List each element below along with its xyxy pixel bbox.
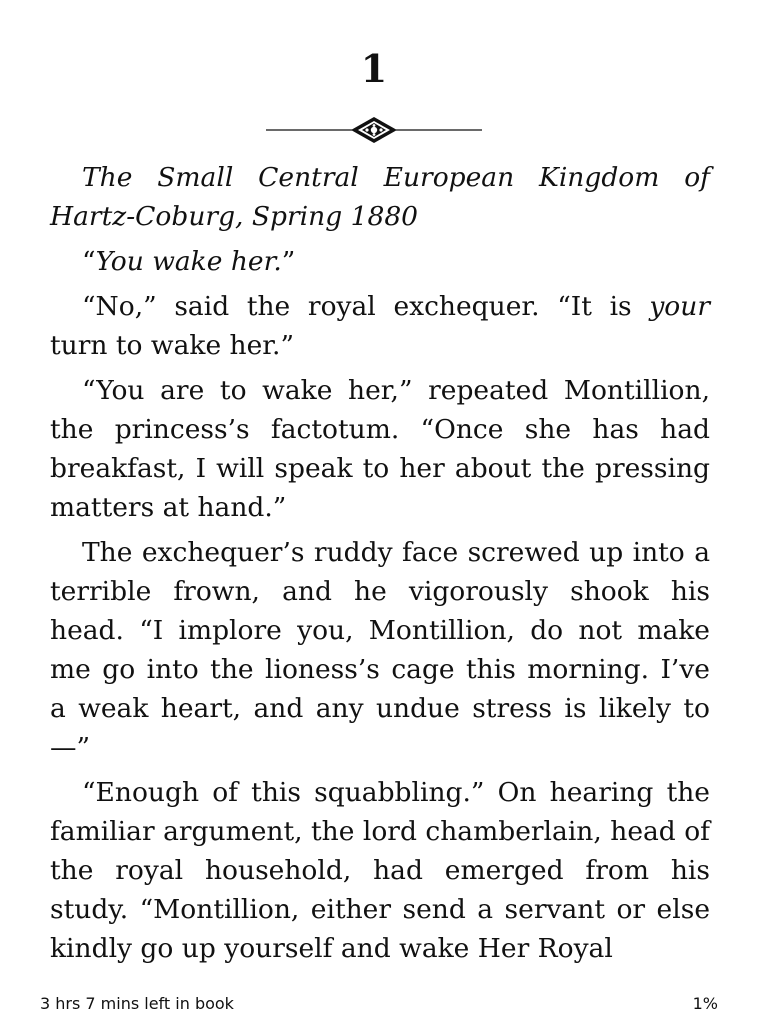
paragraph-2 [50,287,710,365]
chapter-number: 1 [360,46,388,91]
paragraph-4: The exchequer’s ruddy face screwed up into a terrible frown, and he vigorously shook his head. “I implore you, Montillion, do not make me go into the lioness’s cage this morning. I’ve a weak heart, and any undue stress is likely to—” [50,537,710,763]
paragraph-3: “You are to wake her,” repeated Montillion, the princess’s factotum. “Once she has had breakfast, I will speak to her about the pressing matters at hand.” [50,375,710,523]
quote-open: “ [82,246,96,277]
dateline: The Small Central European Kingdom of Hartz-Coburg, Spring 1880 [50,162,710,232]
paragraph-1 [50,242,710,281]
time-left-label[interactable]: 3 hrs 7 mins left in book [40,994,234,1013]
paragraph-2-end: turn to wake her.” [50,330,295,361]
paragraph-2-start: “No,” said the royal exchequer. “It is [82,291,650,322]
paragraph-5: “Enough of this squabbling.” On hearing the familiar argument, the lord chamberlain, head of the royal household, had emerged from his study. “Montillion, either send a servant or else kindly go up yourself and wake Her Royal [50,777,710,964]
chapter-text [50,158,710,974]
progress-percent: 1% [692,994,718,1013]
reading-footer [40,994,720,1016]
diamond-flourish-icon [266,114,482,146]
quote-close: ” [281,246,296,277]
emphasis-word: your [649,291,710,322]
emphasis-text: You wake her. [95,246,282,277]
